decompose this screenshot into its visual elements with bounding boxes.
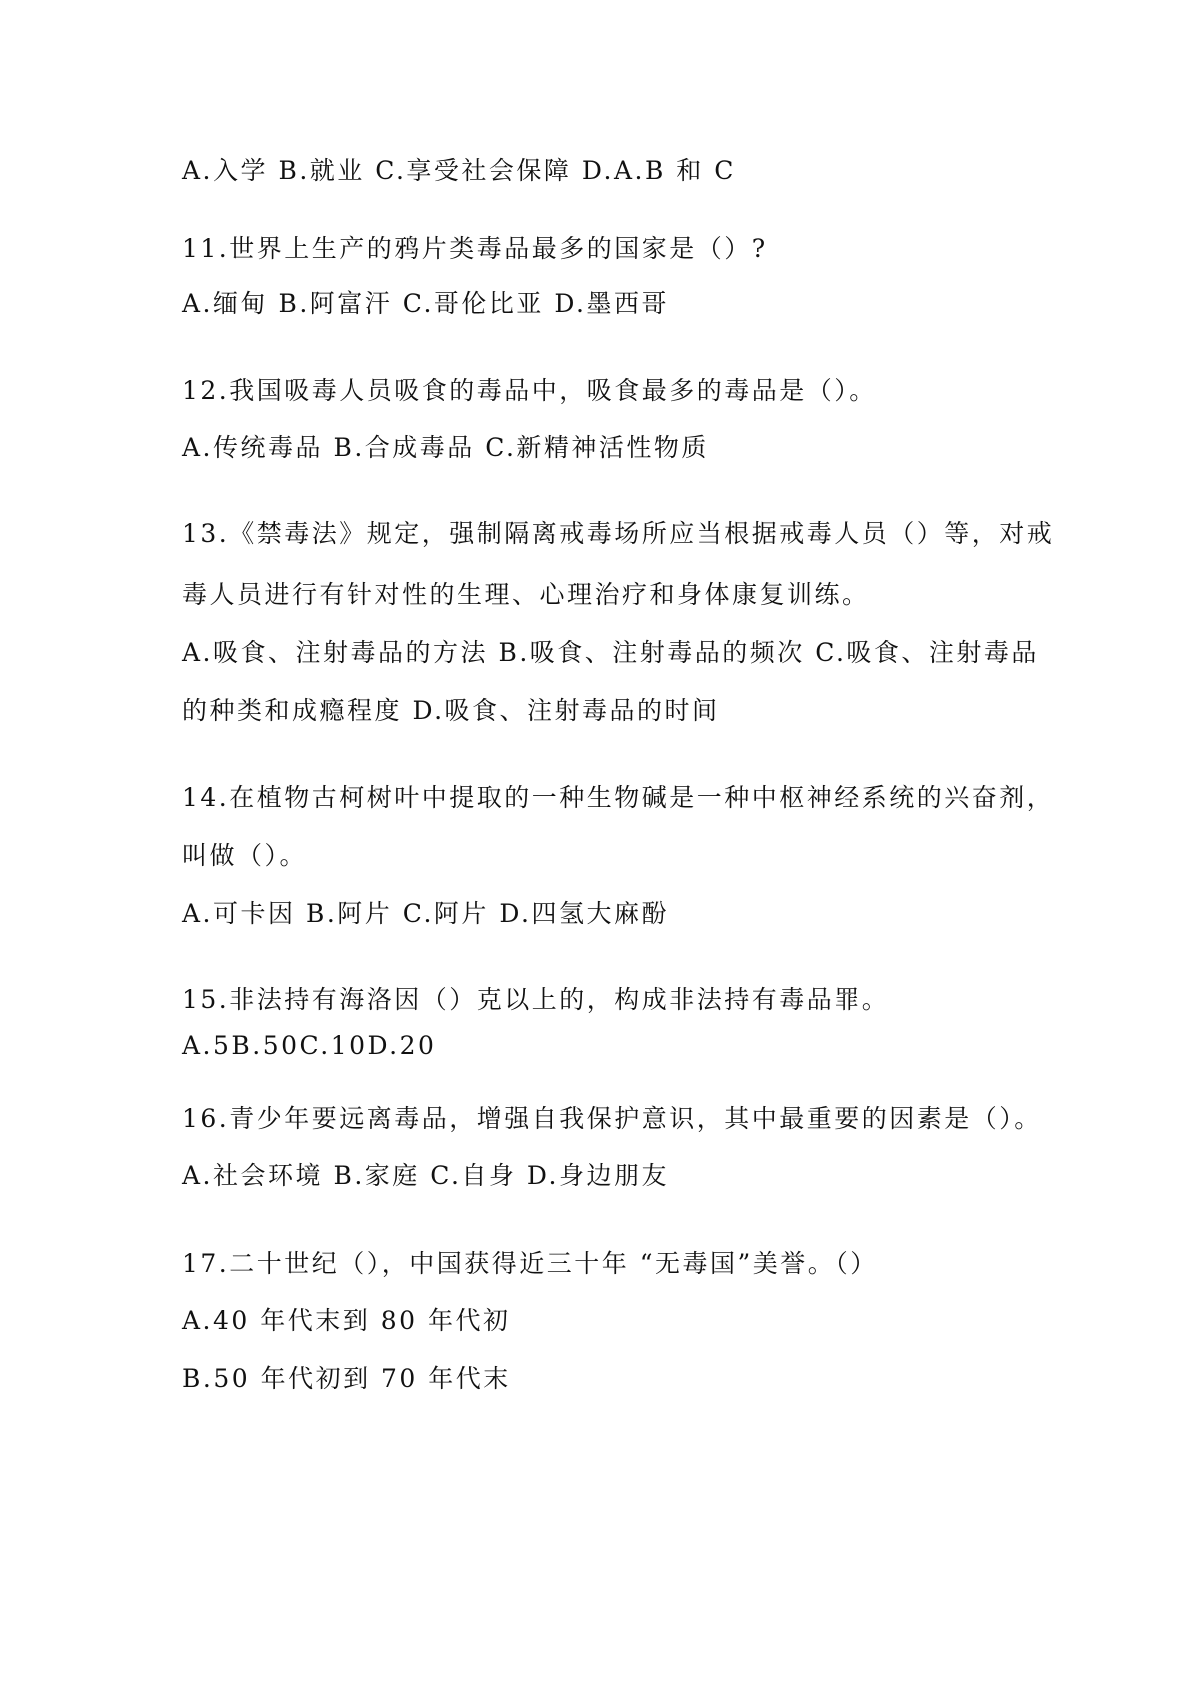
q17-option-b: B.50 年代初到 70 年代末 [182, 1364, 511, 1393]
q13-options-line-2: 的种类和成瘾程度 D.吸食、注射毒品的时间 [182, 696, 720, 725]
q14-question-line-2: 叫做（）。 [182, 841, 308, 870]
q11-question: 11.世界上生产的鸦片类毒品最多的国家是（）? [182, 234, 768, 263]
q11-options: A.缅甸 B.阿富汗 C.哥伦比亚 D.墨西哥 [182, 289, 669, 318]
q13-question-line-2: 毒人员进行有针对性的生理、心理治疗和身体康复训练。 [182, 580, 870, 609]
q10-options: A.入学 B.就业 C.享受社会保障 D.A.B 和 C [182, 156, 736, 185]
q13-question-line-1: 13.《禁毒法》规定，强制隔离戒毒场所应当根据戒毒人员（）等，对戒 [182, 519, 1055, 548]
q16-question: 16.青少年要远离毒品，增强自我保护意识，其中最重要的因素是（）。 [182, 1104, 1042, 1133]
q17-question: 17.二十世纪（），中国获得近三十年 “无毒国”美誉。（） [182, 1249, 878, 1278]
q12-question: 12.我国吸毒人员吸食的毒品中，吸食最多的毒品是（）。 [182, 376, 877, 405]
q13-options-line-1: A.吸食、注射毒品的方法 B.吸食、注射毒品的频次 C.吸食、注射毒品 [182, 638, 1039, 667]
q15-question: 15.非法持有海洛因（）克以上的，构成非法持有毒品罪。 [182, 985, 890, 1014]
q17-option-a: A.40 年代末到 80 年代初 [182, 1306, 511, 1335]
q15-options: A.5B.50C.10D.20 [182, 1031, 437, 1060]
q16-options: A.社会环境 B.家庭 C.自身 D.身边朋友 [182, 1161, 669, 1190]
q14-question-line-1: 14.在植物古柯树叶中提取的一种生物碱是一种中枢神经系统的兴奋剂， [182, 783, 1055, 812]
q14-options: A.可卡因 B.阿片 C.阿片 D.四氢大麻酚 [182, 899, 669, 928]
q12-options: A.传统毒品 B.合成毒品 C.新精神活性物质 [182, 433, 709, 462]
